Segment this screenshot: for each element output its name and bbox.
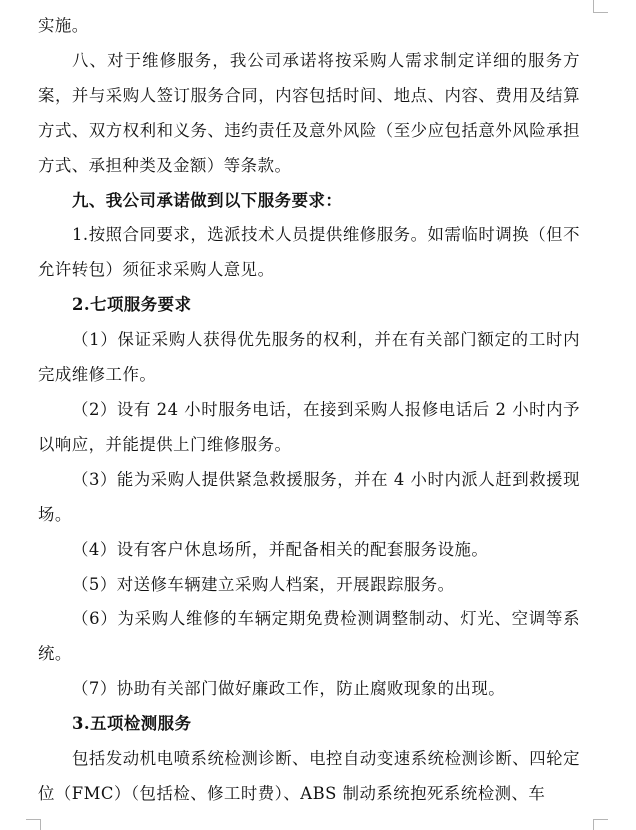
paragraph-requirement-5: （5）对送修车辆建立采购人档案，开展跟踪服务。 xyxy=(72,574,455,594)
paragraph-requirement-1: （1）保证采购人获得优先服务的权利，并在有关部门额定的工时内完成维修工作。 xyxy=(38,330,580,385)
paragraph-requirement-4: （4）设有客户休息场所，并配备相关的配套服务设施。 xyxy=(72,539,489,559)
paragraph-inspection-services: 包括发动机电喷系统检测诊断、电控自动变速系统检测诊断、四轮定位（FMC）（包括检、修工时费）、ABS 制动系统抱死系统检测、车 xyxy=(38,749,580,803)
heading-seven-service-requirements: 2.七项服务要求 xyxy=(72,295,192,315)
page-corner-mark-top-right xyxy=(593,0,608,13)
page-corner-mark-bottom-left xyxy=(26,819,41,830)
paragraph-requirement-3: （3）能为采购人提供紧急救援服务，并在 4 小时内派人赶到救援现场。 xyxy=(38,469,580,524)
paragraph-requirement-2: （2）设有 24 小时服务电话，在接到采购人报修电话后 2 小时内予以响应，并能提供上门维修服务。 xyxy=(38,399,580,454)
paragraph-requirement-6: （6）为采购人维修的车辆定期免费检测调整制动、灯光、空调等系统。 xyxy=(38,609,580,664)
heading-five-inspection-services: 3.五项检测服务 xyxy=(72,714,192,734)
document-body xyxy=(38,9,580,812)
paragraph-item-1: 1.按照合同要求，选派技术人员提供维修服务。如需临时调换（但不允许转包）须征求采购人意见。 xyxy=(38,225,580,280)
paragraph-section-eight: 八、对于维修服务，我公司承诺将按采购人需求制定详细的服务方案，并与采购人签订服务合同，内容包括时间、地点、内容、费用及结算方式、双方权利和义务、违约责任及意外风险（至少应包括意外风险承担方式、承担种类及金额）等条款。 xyxy=(38,50,580,175)
paragraph-continuation: 实施。 xyxy=(38,16,89,35)
paragraph-requirement-7: （7）协助有关部门做好廉政工作，防止腐败现象的出现。 xyxy=(72,679,506,699)
page-corner-mark-bottom-right xyxy=(593,819,608,830)
heading-section-nine: 九、我公司承诺做到以下服务要求： xyxy=(72,190,343,210)
